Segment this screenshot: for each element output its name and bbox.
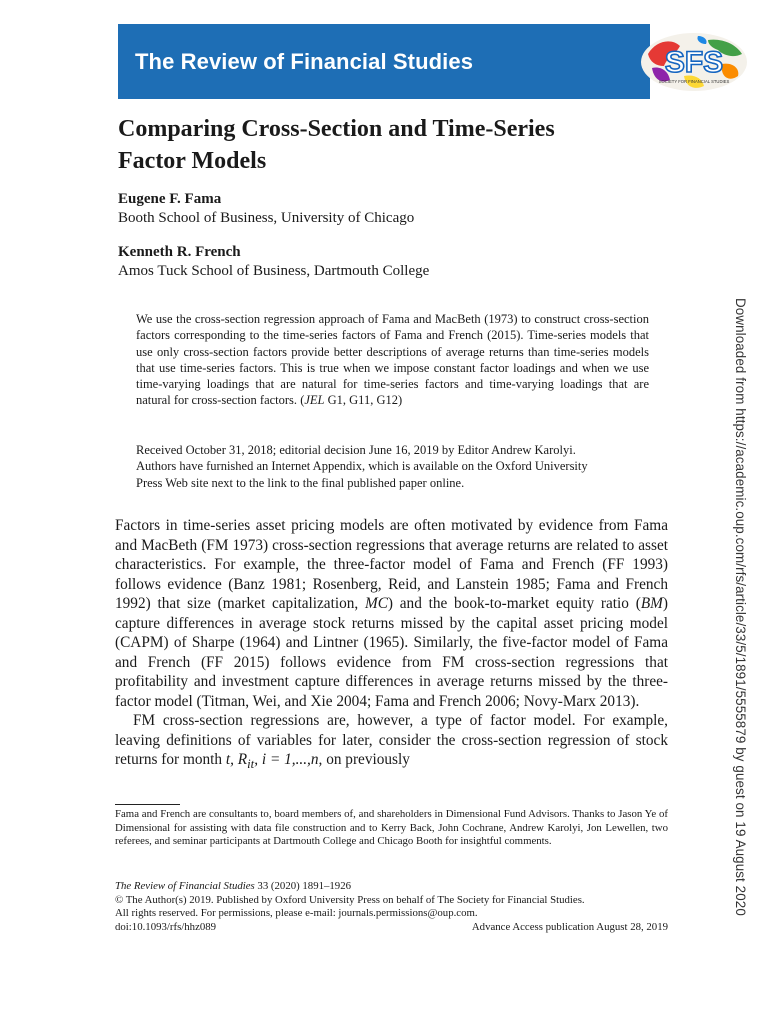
p1-part-b: ) and the book-to-market equity ratio (: [387, 595, 641, 612]
p2-part-b: on previously: [326, 751, 410, 768]
abstract: We use the cross-section regression approach of Fama and MacBeth (1973) to construct cross-section factors corresponding to the time-series factors of Fama and French (2015). Time-series models that use only cross-section factors provide better descriptions of average returns than time-series models that use time-series factors. This is true when we impose constant factor loadings and when we use time-varying loadings that are natural for time-series factors and time-varying loadings that are natural for cross-section factors. (JEL G1, G11, G12): [136, 312, 649, 408]
p1-part-c: ) capture differences in average stock returns missed by the capital asset pricing model (CAPM) of Sharpe (1964) and Lintner (1965). Similarly, the five-factor model of Fama and French (FF 2015) follows evidence from FM cross-section regressions that profitability and investment capture differences in average returns missed by the three-factor model (Titman, Wei, and Xie 2004; Fama and French 2006; Novy-Marx 2013).: [115, 595, 669, 710]
p2-math-2: , i = 1,...,n,: [254, 751, 323, 768]
abstract-text: We use the cross-section regression approach of Fama and MacBeth (1973) to construct cross-section factors corresponding to the time-series factors of Fama and French (2015). Time-series models that use only cross-section factors provide better descriptions of average returns than time-series models that use time-series factors. This is true when we impose constant factor loadings and when we use time-varying loadings that are natural for time-series factors and time-varying loadings that are natural for cross-section factors.: [136, 312, 649, 408]
journal-citation: [115, 880, 668, 894]
title-line-1: Comparing Cross-Section and Time-Series: [118, 116, 555, 142]
sfs-logo: [638, 30, 750, 94]
p2-math: t, R: [225, 751, 248, 768]
body-text: [115, 516, 668, 775]
doi-row: [115, 921, 668, 935]
logo-subtext: SOCIETY FOR FINANCIAL STUDIES: [658, 79, 730, 84]
journal-banner: [118, 24, 730, 99]
article-title: [118, 113, 678, 177]
citation-volume: 33 (2020) 1891–1926: [254, 880, 351, 892]
p2-part-a: FM cross-section regressions are, however, a type of factor model. For example, leaving definitions of variables for later, consider the cross-section regression of stock returns for month: [115, 712, 668, 768]
received-info: [136, 442, 649, 491]
footnote: Fama and French are consultants to, board members of, and shareholders in Dimensional Fund Advisors. Thanks to Jason Ye of Dimensional for assisting with data file construction and to Kerry Back, John Cochrane, Andrew Karolyi, Jon Lewellen, two referees, and seminar participants at Dartmouth College and Chicago Booth for insightful comments.: [115, 808, 668, 848]
received-line-2: Authors have furnished an Internet Appendix, which is available on the Oxford University: [136, 459, 588, 474]
jel-label: JEL: [304, 393, 325, 408]
body-paragraph-1: [115, 516, 668, 711]
author-2-affiliation: Amos Tuck School of Business, Dartmouth College: [118, 263, 430, 279]
download-watermark: Downloaded from https://academic.oup.com/rfs/article/33/5/1891/5555879 by guest on 19 August 2020: [733, 298, 748, 916]
doi: doi:10.1093/rfs/hhz089: [115, 920, 217, 933]
jel-codes: G1, G11, G12: [327, 393, 398, 408]
title-line-2: Factor Models: [118, 148, 267, 174]
author-1-name: Eugene F. Fama: [118, 191, 222, 207]
footnote-rule: [115, 804, 180, 805]
rights: All rights reserved. For permissions, please e-mail: journals.permissions@oup.com.: [115, 907, 478, 920]
mc-variable: MC: [364, 595, 388, 612]
author-1-affiliation: Booth School of Business, University of Chicago: [118, 210, 415, 226]
advance-access: Advance Access publication August 28, 2019: [471, 920, 668, 933]
p2-math-subscript: it: [247, 757, 255, 772]
body-paragraph-2: [115, 711, 668, 775]
received-line-1: Received October 31, 2018; editorial decision June 16, 2019 by Editor Andrew Karolyi.: [136, 443, 576, 457]
publication-info: [115, 880, 668, 934]
journal-title: The Review of Financial Studies: [135, 48, 474, 74]
logo-text: SFS: [664, 46, 724, 79]
author-2-name: Kenneth R. French: [118, 244, 241, 260]
citation-journal: The Review of Financial Studies: [115, 880, 255, 892]
copyright: © The Author(s) 2019. Published by Oxford University Press on behalf of The Society for Financial Studies.: [115, 893, 585, 906]
received-line-3: Press Web site next to the link to the final published paper online.: [136, 475, 465, 490]
p1-part-a: Factors in time-series asset pricing models are often motivated by evidence from Fama and MacBeth (FM 1973) cross-section regressions that average returns are related to asset characteristics. For example, the three-factor model of Fama and French (FF 1993) follows evidence (Banz 1981; Rosenberg, Reid, and Lanstein 1985; Fama and French 1992) that size (market capitalization,: [115, 517, 668, 612]
bm-variable: BM: [640, 595, 663, 612]
